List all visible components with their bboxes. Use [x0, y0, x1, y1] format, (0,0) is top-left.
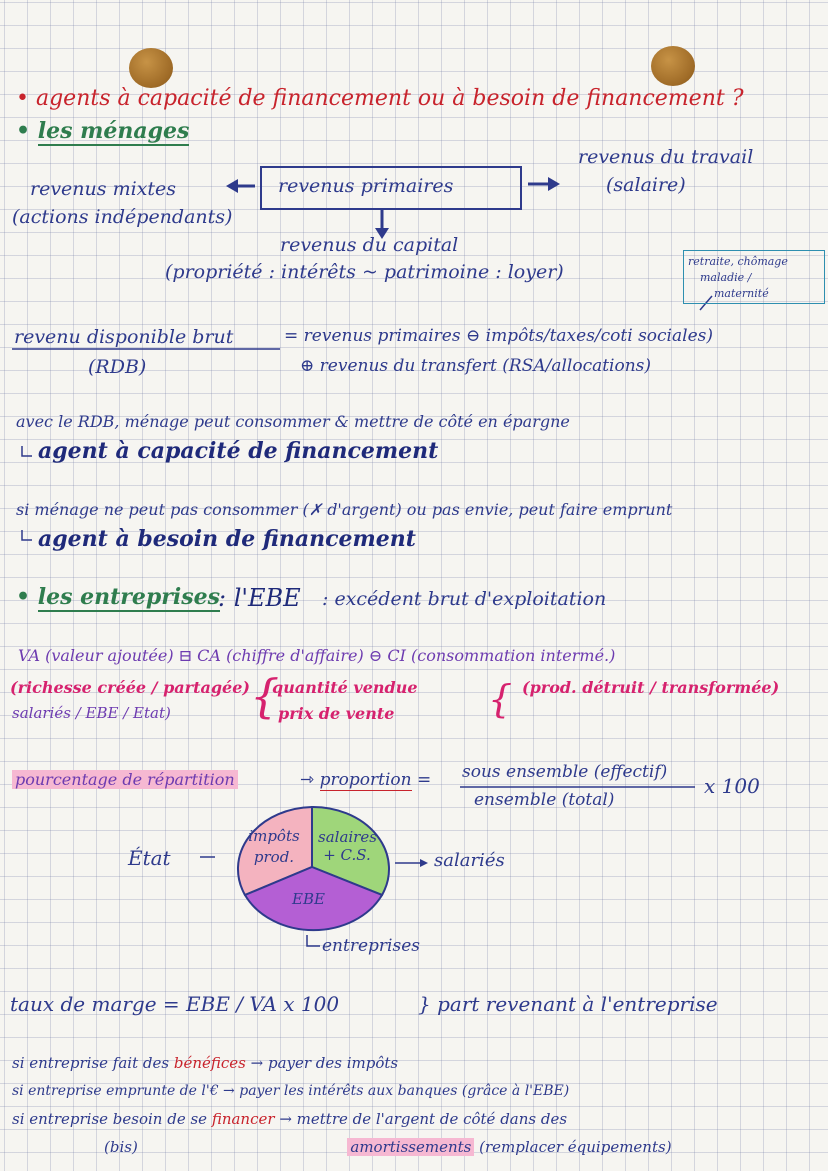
retraite-note-3: maternité: [714, 287, 769, 300]
svg-text:{: {: [488, 677, 513, 721]
proportion-label: pourcentage de répartition: [12, 772, 238, 788]
ebe-def: : excédent brut d'exploitation: [322, 588, 607, 610]
title-line: • agents à capacité de financement ou à besoin de financement ?: [16, 86, 744, 111]
proportion-multiplier: x 100: [704, 774, 760, 798]
besoin-conclusion: agent à besoin de financement: [38, 526, 416, 552]
ebe-intro: : l'EBE: [218, 584, 301, 612]
va-formula: VA (valeur ajoutée) ⊟ CA (chiffre d'affaire) ⊖ CI (consommation intermé.): [18, 646, 616, 665]
revenus-primaires: revenus primaires: [278, 175, 454, 197]
retraite-note-1: retraite, chômage: [688, 255, 788, 268]
rdb-formula-1: = revenus primaires ⊖ impôts/taxes/coti sociales): [284, 326, 713, 346]
entreprises-heading: • les entreprises: [16, 584, 220, 610]
pie-right-label: salariés: [434, 850, 505, 871]
ca-note-2: prix de vente: [278, 704, 395, 723]
rdb-label: revenu disponible brut: [14, 326, 234, 348]
besoins-line-3: si entreprise besoin de se financer → mettre de l'argent de côté dans des: [12, 1110, 568, 1128]
besoins-line-1: si entreprise fait des bénéfices → payer des impôts: [12, 1054, 399, 1072]
besoins-line-4: (bis) amortissements (remplacer équipements): [104, 1138, 672, 1156]
va-note-1: (richesse créée / partagée): [10, 678, 250, 697]
besoins-line-2: si entreprise emprunte de l'€ → payer les intérêts aux banques (grâce à l'EBE): [12, 1083, 570, 1099]
besoin-text: si ménage ne peut pas consommer (✗ d'argent) ou pas envie, peut faire emprunt: [16, 500, 673, 519]
revenus-mixtes: revenus mixtes: [30, 178, 177, 200]
pie-slice-ebe: EBE: [292, 890, 325, 908]
pie-left-label: État: [128, 846, 171, 870]
marge-note: } part revenant à l'entreprise: [418, 992, 718, 1016]
revenus-travail: revenus du travail: [578, 146, 754, 168]
rdb-abbr: (RDB): [88, 356, 147, 378]
revenus-travail-note: (salaire): [606, 174, 686, 196]
proportion-arrow-word: ⇾ proportion =: [300, 770, 432, 790]
revenus-capital: revenus du capital: [280, 234, 459, 256]
proportion-denominator: ensemble (total): [474, 790, 615, 810]
pie-slice-impots: impôts prod.: [248, 827, 300, 866]
proportion-numerator: sous ensemble (effectif): [462, 762, 668, 782]
retraite-note-2: maladie /: [700, 271, 752, 284]
pie-bottom-label: entreprises: [322, 936, 420, 956]
pie-slice-salaires: salaires + C.S.: [318, 828, 377, 864]
revenus-capital-note: (propriété : intérêts ~ patrimoine : loyer): [165, 261, 564, 283]
capacite-text: avec le RDB, ménage peut consommer & mettre de côté en épargne: [16, 412, 570, 431]
ca-note-1: quantité vendue: [272, 678, 418, 697]
va-note-2: salariés / EBE / Etat): [12, 704, 171, 722]
revenus-mixtes-note: (actions indépendants): [12, 206, 233, 228]
svg-text:{: {: [250, 669, 280, 723]
capacite-conclusion: agent à capacité de financement: [38, 438, 439, 464]
ci-note: (prod. détruit / transformée): [522, 678, 780, 697]
menages-heading: • les ménages: [16, 118, 190, 144]
marge-formula: taux de marge = EBE / VA x 100: [10, 992, 340, 1016]
rdb-formula-2: ⊕ revenus du transfert (RSA/allocations): [300, 356, 652, 376]
